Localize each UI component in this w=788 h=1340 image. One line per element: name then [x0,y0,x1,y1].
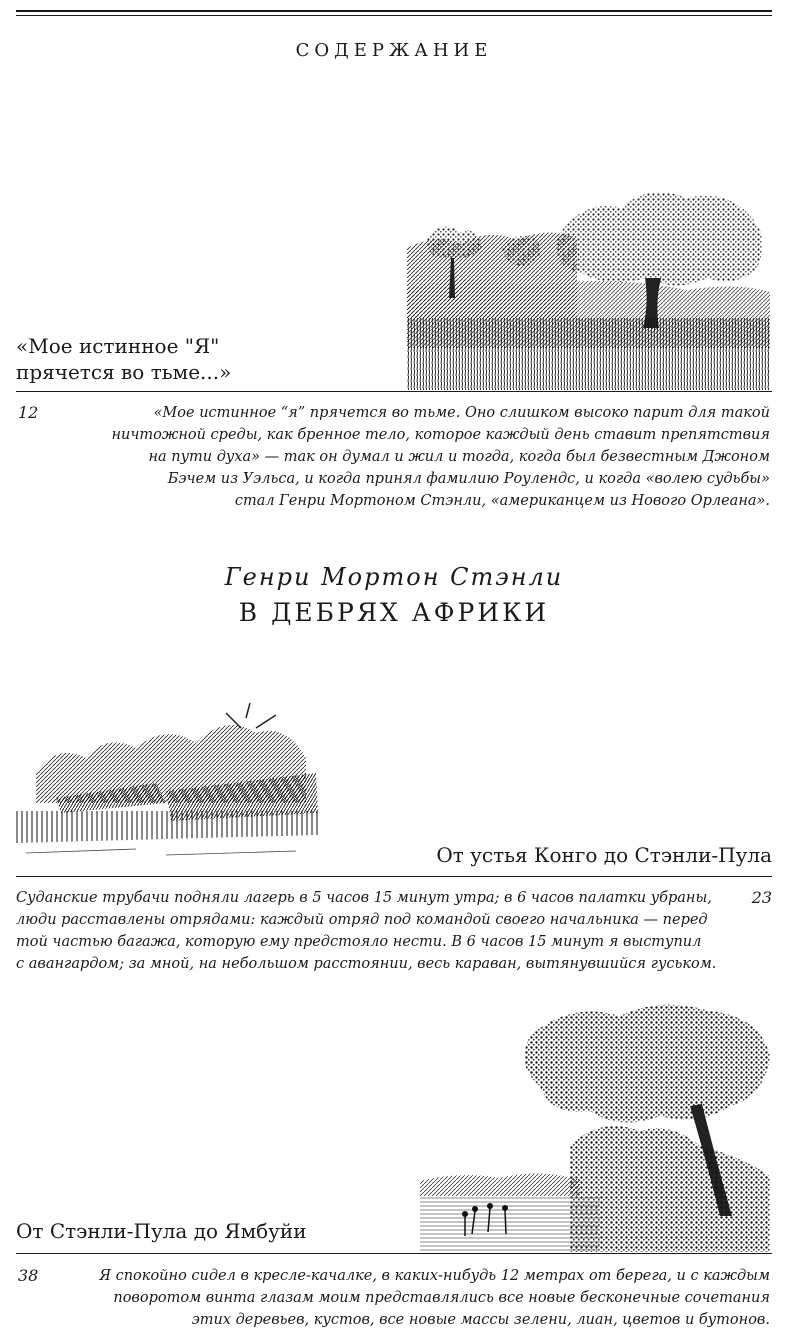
entry-1-excerpt-line: «Мое истинное “я” прячется во тьме. Оно слишком высоко парит для такой [153,405,770,421]
entry-1-excerpt-line: ничтожной среды, как бренное тело, которое каждый день ставит препятствия [111,427,770,443]
village-engraving [16,703,318,863]
entry-3-excerpt [90,1265,770,1331]
entry-2-excerpt-line: Суданские трубачи подняли лагерь в 5 часов 15 минут утра; в 6 часов палатки убраны, [16,890,712,906]
entry-2-excerpt-line: с авангардом; за мной, на небольшом расстоянии, весь караван, вытянувшийся гуськом. [16,956,717,972]
entry-3-excerpt-line: Я спокойно сидел в кресле-качалке, в каких-нибудь 12 метрах от берега, и с каждым [99,1268,770,1284]
entry-2-rule [16,876,772,877]
top-rule-thin [16,15,772,16]
entry-3-excerpt-line: поворотом винта глазам моим представлялись все новые бесконечные сочетания [113,1290,770,1306]
riverbank-engraving [420,996,770,1252]
entry-3-title: От Стэнли-Пула до Ямбуйи [16,1219,307,1243]
savanna-engraving [407,178,770,390]
entry-2-excerpt [16,887,736,975]
entry-1-title-line-2: прячется во тьме...» [16,360,232,384]
entry-1-excerpt-line: на пути духа» — так он думал и жил и тогда, когда был безвестным Джоном [148,449,770,465]
contents-heading: СОДЕРЖАНИЕ [295,40,493,61]
entry-1-title-line-1: «Мое истинное "Я" [16,334,220,358]
entry-2-page-number: 23 [751,888,772,907]
entry-2-excerpt-line: той частью багажа, которую ему предстояло нести. В 6 часов 15 минут я выступил [16,934,702,950]
entry-3-excerpt-line: этих деревьев, кустов, все новые массы зелени, лиан, цветов и бутонов. [191,1312,770,1328]
book-author: Генри Мортон Стэнли [224,563,564,591]
entry-1-excerpt [90,402,770,512]
entry-2-excerpt-line: люди расставлены отрядами: каждый отряд под командой своего начальника — перед [16,912,708,928]
entry-1-page-number: 12 [18,403,39,422]
entry-1-excerpt-line: Бэчем из Уэльса, и когда принял фамилию Роулендс, и когда «волею судьбы» [167,471,770,487]
top-rule-thick [16,10,772,12]
book-title: В ДЕБРЯХ АФРИКИ [238,598,550,627]
entry-1-rule [16,391,772,392]
entry-2-title: От устья Конго до Стэнли-Пула [436,843,772,867]
entry-1-excerpt-line: стал Генри Мортоном Стэнли, «американцем из Нового Орлеана». [234,493,770,509]
entry-1-title [16,333,396,385]
entry-3-rule [16,1253,772,1254]
entry-3-page-number: 38 [18,1266,39,1285]
